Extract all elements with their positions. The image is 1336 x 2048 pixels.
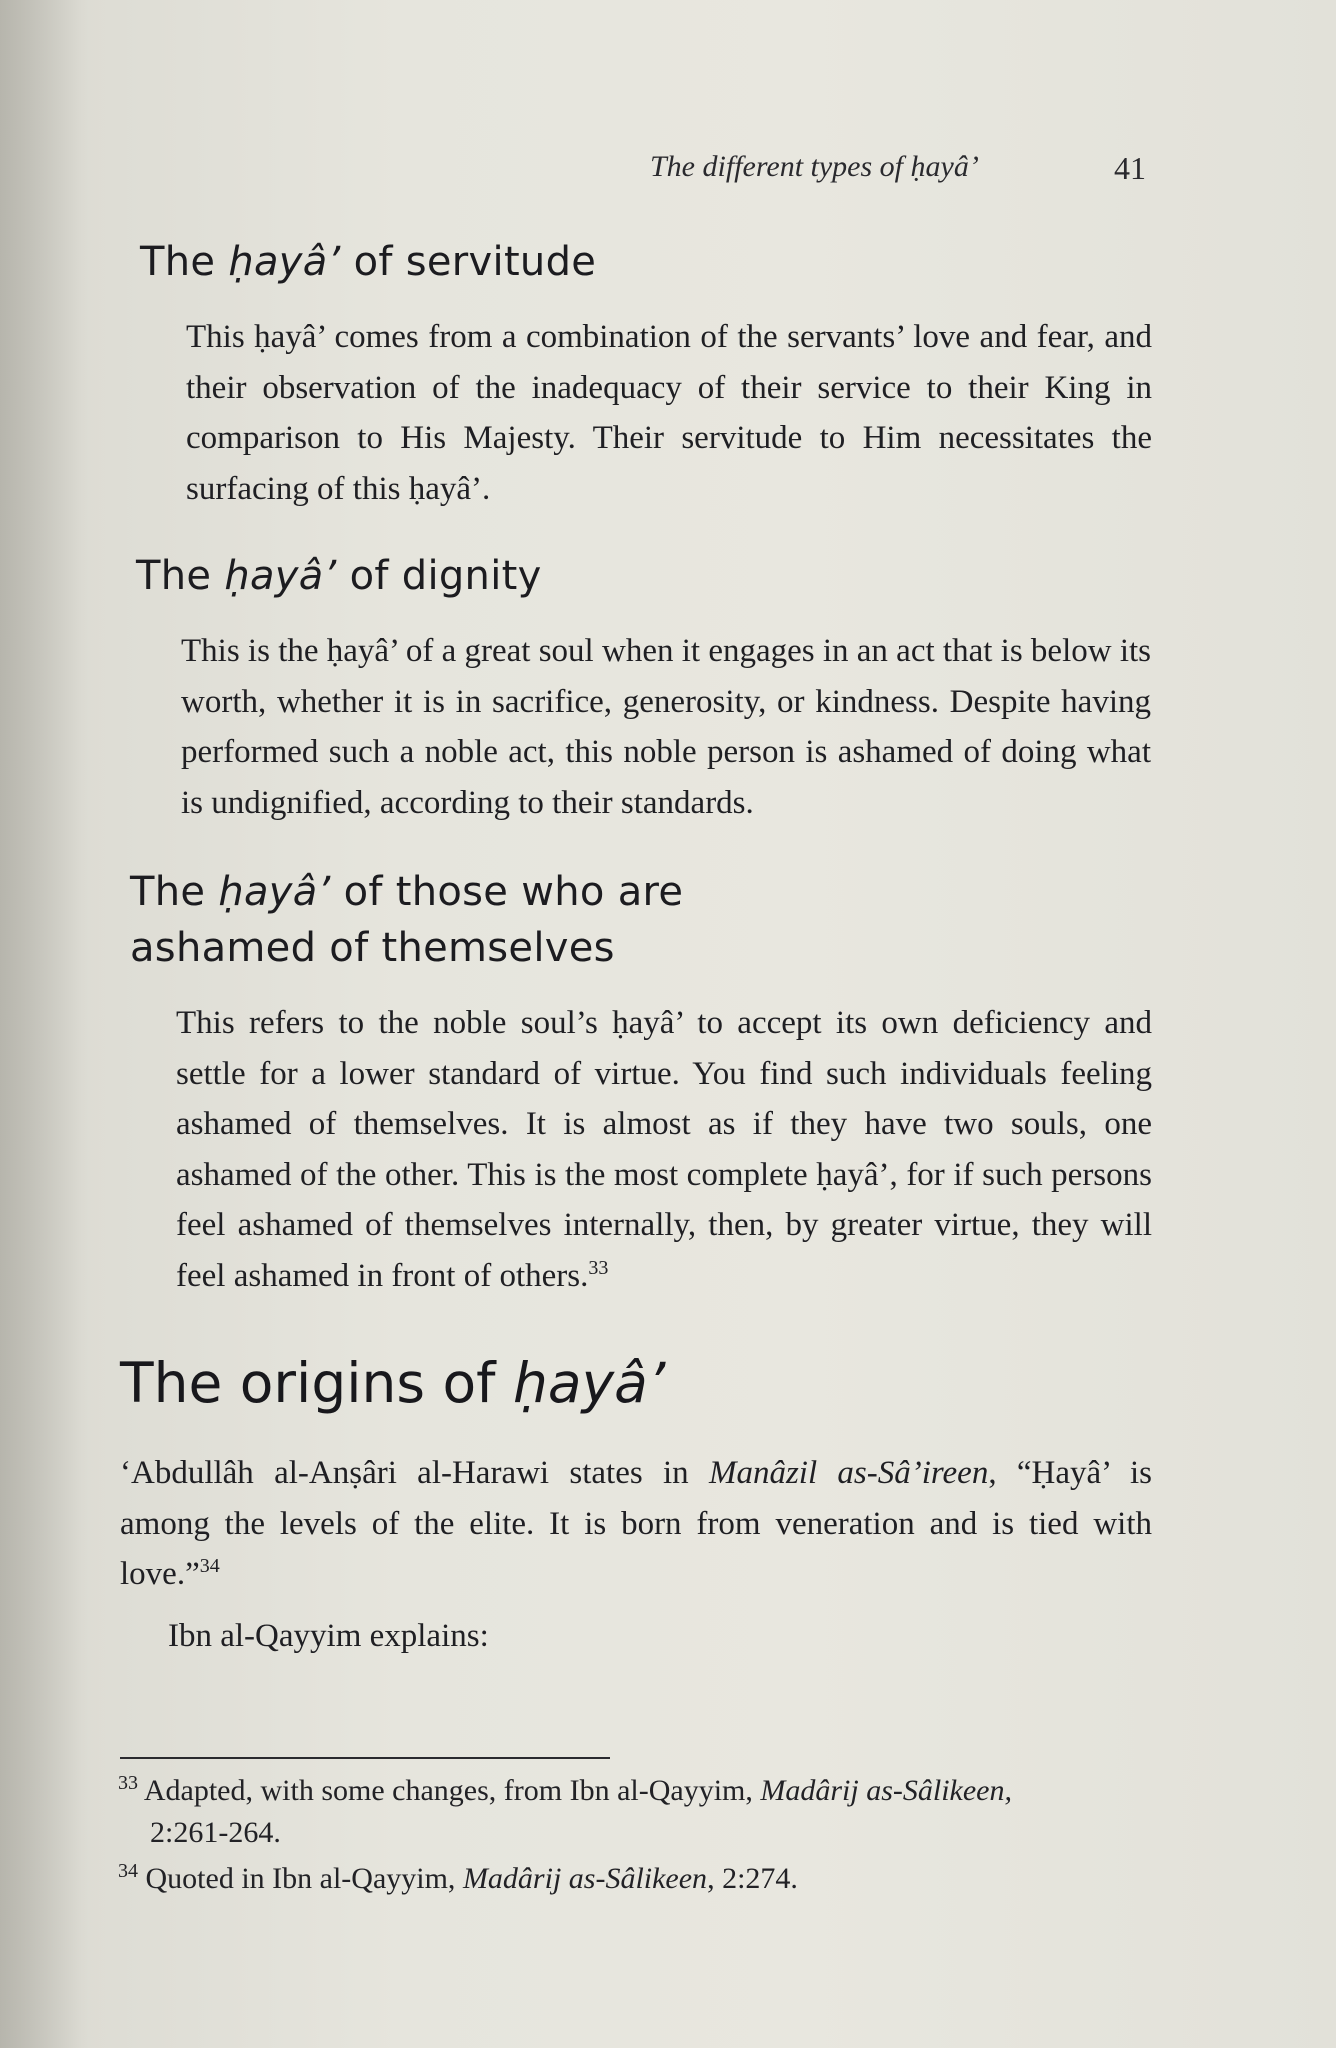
- body-text: This refers to the noble soul’s ḥayâ’ to accept its own deficiency and settle for a lower standard of virtue. You find such individuals feeling ashamed of themselves. It is almost as if they have two souls, one ashamed of the other. This is the most complete ḥayâ’, for if such persons feel ashamed of themselves internally, then, by greater virtue, they will feel ashamed in front of others.: [176, 1005, 1152, 1294]
- heading-text: of dignity: [336, 553, 542, 599]
- book-title: Manâzil as-Sâ’ireen: [708, 1455, 989, 1491]
- footnote-text: 2:261-264.: [150, 1816, 281, 1849]
- heading-text: ashamed of themselves: [130, 925, 615, 971]
- heading-text: of servitude: [340, 239, 597, 285]
- origins-heading: [120, 1348, 665, 1418]
- section-heading-servitude: [140, 234, 596, 290]
- footnote-33: [118, 1770, 1158, 1854]
- book-title: Madârij as-Sâlikeen: [462, 1862, 708, 1895]
- footnote-text: Adapted, with some changes, from Ibn al-Qayyim,: [143, 1774, 761, 1807]
- heading-italic-term: ḥayâ’: [224, 553, 337, 599]
- body-text: ‘Abdullâh al-Anṣâri al-Harawi states in: [120, 1455, 709, 1491]
- footnote-ref-34[interactable]: 34: [199, 1555, 220, 1577]
- heading-text: The: [130, 869, 219, 915]
- section-heading-ashamed: [130, 864, 683, 976]
- origins-paragraph-1: [120, 1448, 1152, 1600]
- section-body-servitude: This ḥayâ’ comes from a combination of the servants’ love and fear, and their observation of the inadequacy of their service to their King in comparison to His Majesty. Their servitude to Him necessitates the surfacing of this ḥayâ’.: [186, 319, 1152, 507]
- running-header: The different types of ḥayâ’: [650, 150, 979, 183]
- section-body-dignity: This is the ḥayâ’ of a great soul when it engages in an act that is below its worth, whether it is in sacrifice, generosity, or kindness. Despite having performed such a noble act, this noble person is ashamed of doing what is undignified, according to their standards.: [181, 633, 1151, 821]
- origins-paragraph-2: Ibn al-Qayyim explains:: [168, 1618, 489, 1654]
- heading-italic-term: ḥayâ’: [218, 869, 331, 915]
- footnote-number: 34: [118, 1860, 138, 1882]
- heading-text: of those who are: [330, 869, 684, 915]
- section-body-ashamed: [176, 998, 1152, 1301]
- body-text: , “Ḥayâ’ is among the levels of the elite. It is born from veneration and is tied with love.”: [120, 1455, 1153, 1592]
- heading-italic-term: ḥayâ’: [228, 239, 341, 285]
- heading-text: The origins of: [120, 1351, 514, 1415]
- book-title: Madârij as-Sâlikeen,: [760, 1774, 1012, 1807]
- footnote-divider: [120, 1757, 610, 1759]
- footnote-34: [118, 1858, 1158, 1900]
- footnote-text: Quoted in Ibn al-Qayyim,: [145, 1862, 463, 1895]
- heading-italic-term: ḥayâ’: [513, 1351, 666, 1415]
- footnote-text: , 2:274.: [707, 1862, 798, 1895]
- footnote-number: 33: [118, 1772, 138, 1794]
- heading-text: The: [136, 553, 225, 599]
- footnote-ref-33[interactable]: 33: [588, 1256, 609, 1279]
- section-heading-dignity: [136, 548, 542, 604]
- heading-text: The: [140, 239, 229, 285]
- page-number: 41: [1114, 150, 1146, 186]
